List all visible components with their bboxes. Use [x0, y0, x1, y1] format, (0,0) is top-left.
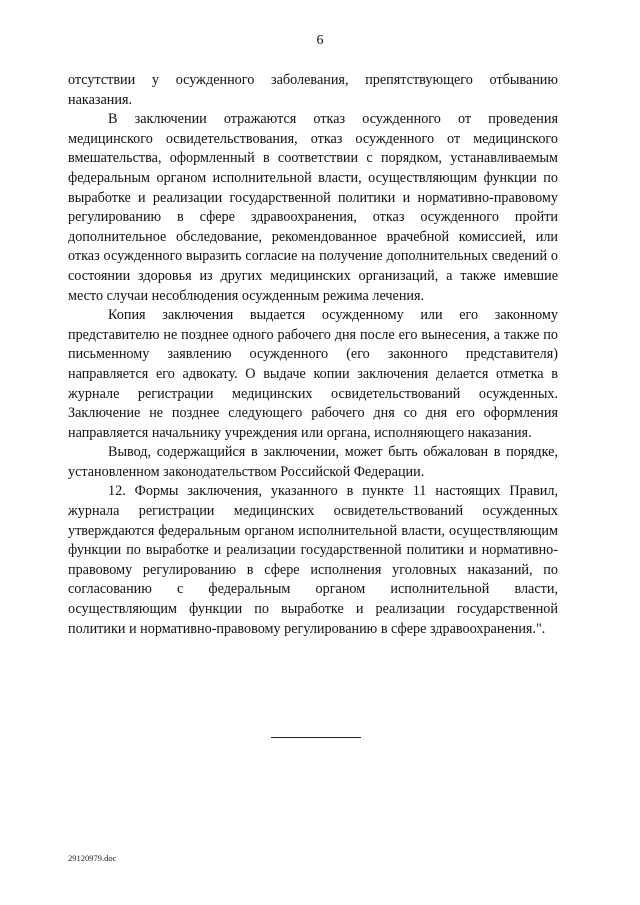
paragraph-continuation: отсутствии у осужденного заболевания, препятствующего отбыванию наказания.: [68, 72, 558, 108]
page-number: 6: [316, 33, 324, 48]
body-text: [68, 71, 558, 639]
paragraph-conclusion-contents: В заключении отражаются отказ осужденного от проведения медицинского освидетельствования, отказ осужденного от медицинского вмешательства, оформленный в соответствии с порядком, устанавливаемым федеральным органом исполнительной власти, осуществляющим функции по выработке и реализации государственной политики и нормативно-правовому регулированию в сфере здравоохранения, отказ осужденного пройти дополнительное обследование, рекомендованное врачебной комиссией, или отказ осужденного выразить согласие на получение дополнительных сведений о состоянии здоровья из других медицинских организаций, а также имевшие место случаи несоблюдения осужденным режима лечения.: [68, 111, 558, 304]
paragraph-copy-issuance: Копия заключения выдается осужденному или его законному представителю не позднее одного рабочего дня после его вынесения, а также по письменному заявлению осужденного (его законного представителя) направляется его адвокату. О выдаче копии заключения делается отметка в журнале регистрации медицинских освидетельствований осужденных. Заключение не позднее следующего рабочего дня со дня его оформления направляется начальнику учреждения или органа, исполняющего наказания.: [68, 307, 558, 441]
paragraph-item-12: 12. Формы заключения, указанного в пункте 11 настоящих Правил, журнала регистрации медицинских освидетельствований осужденных утверждаются федеральным органом исполнительной власти, осуществляющим функции по выработке и реализации государственной политики и нормативно-правовому регулированию в сфере исполнения уголовных наказаний, по согласованию с федеральным органом исполнительной власти, осуществляющим функции по выработке и реализации государственной политики и нормативно-правовому регулированию в сфере здравоохранения.".: [68, 483, 558, 637]
paragraph-appeal: Вывод, содержащийся в заключении, может быть обжалован в порядке, установленном законодательством Российской Федерации.: [68, 444, 558, 480]
document-footer-id: 29120979.doc: [68, 853, 117, 863]
end-divider: [271, 737, 361, 738]
